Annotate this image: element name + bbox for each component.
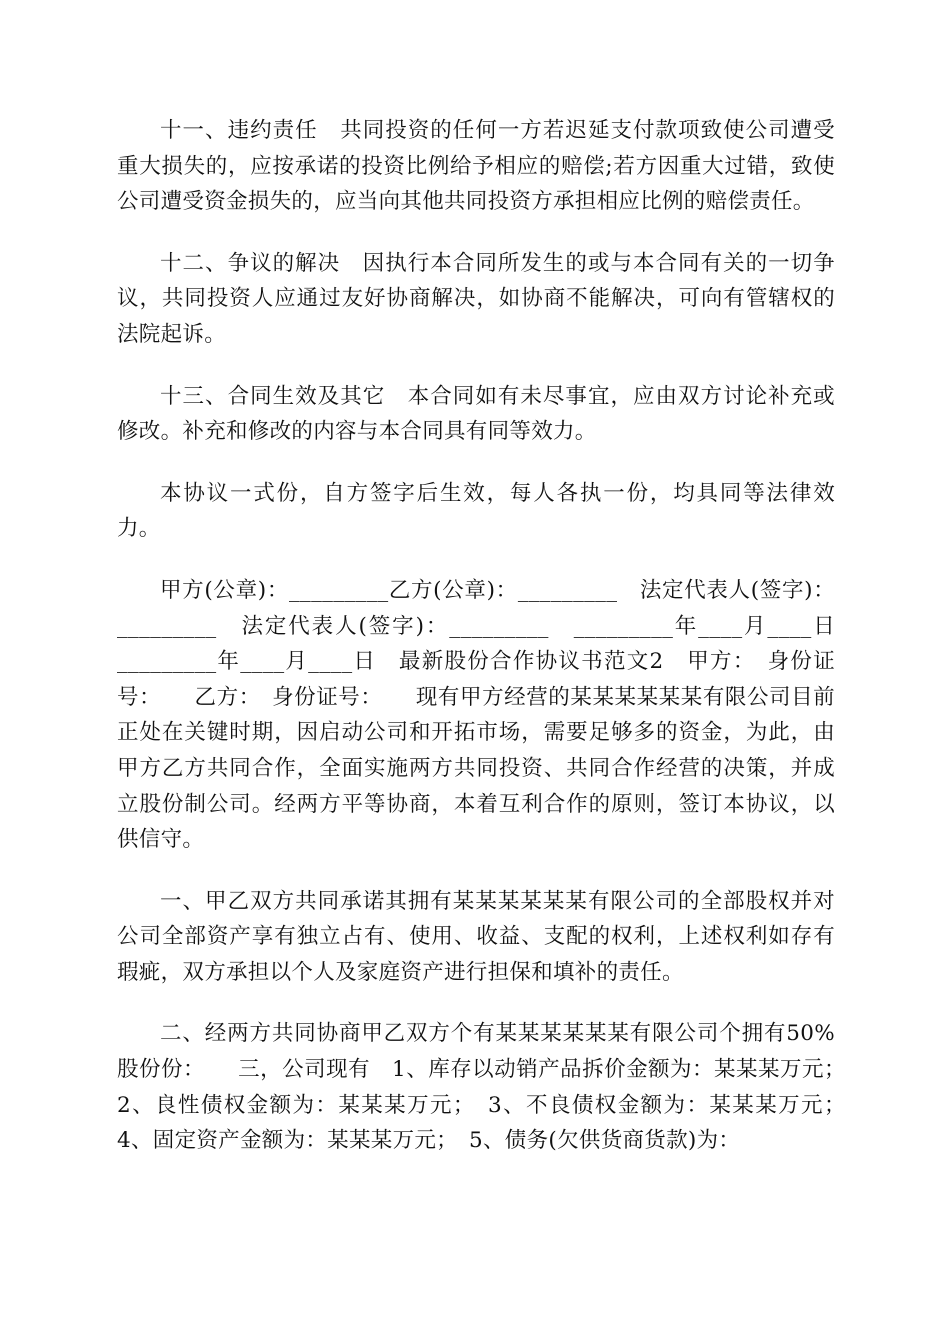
copies-statement: 本协议一式份，自方签字后生效，每人各执一份，均具同等法律效力。 bbox=[117, 480, 835, 542]
clause-11-breach-liability: 十一、违约责任 共同投资的任何一方若迟延支付款项致使公司遭受重大损失的，应按承诺的投资比例给予相应的赔偿;若方因重大过错，致使公司遭受资金损失的，应当向其他共同投资方承担相应比例的赔偿责任。 bbox=[117, 118, 835, 215]
clause-2-share-allocation: 二、经两方共同协商甲乙双方个有某某某某某某有限公司个拥有50%股份份： 三，公司现有 1、库存以动销产品拆价金额为：某某某万元； 2、良性债权金额为：某某某万元； 3、不良债权金额为：某某某万元； 4、固定资产金额为：某某某万元； 5、债务(欠供货商货款)为： bbox=[117, 1021, 857, 1154]
signature-and-second-agreement-intro: 甲方(公章)：_________乙方(公章)：_________ 法定代表人(签字)：_________ 法定代表人(签字)：_________ _________年____月____日 _________年____月____日 最新股份合作协议书范文2 甲方： 身份证号： 乙方： 身份证号： 现有甲方经营的某某某某某某有限公司目前正处在关键时期，因启动公司和开拓市场，需要足够多的资金，为此，由甲方乙方共同合作，全面实施两方共同投资、共同合作经营的决策，并成立股份制公司。经两方平等协商，本着互利合作的原则，签订本协议，以供信守。 bbox=[117, 577, 857, 853]
clause-12-dispute-resolution: 十二、争议的解决 因执行本合同所发生的或与本合同有关的一切争议，共同投资人应通过友好协商解决，如协商不能解决，可向有管辖权的法院起诉。 bbox=[117, 250, 835, 347]
document-page bbox=[117, 113, 857, 1185]
clause-13-effectiveness: 十三、合同生效及其它 本合同如有未尽事宜，应由双方讨论补充或修改。补充和修改的内容与本合同具有同等效力。 bbox=[117, 383, 835, 445]
clause-1-equity-commitment: 一、甲乙双方共同承诺其拥有某某某某某某有限公司的全部股权并对公司全部资产享有独立占有、使用、收益、支配的权利，上述权利如存有瑕疵，双方承担以个人及家庭资产进行担保和填补的责任。 bbox=[117, 888, 835, 985]
